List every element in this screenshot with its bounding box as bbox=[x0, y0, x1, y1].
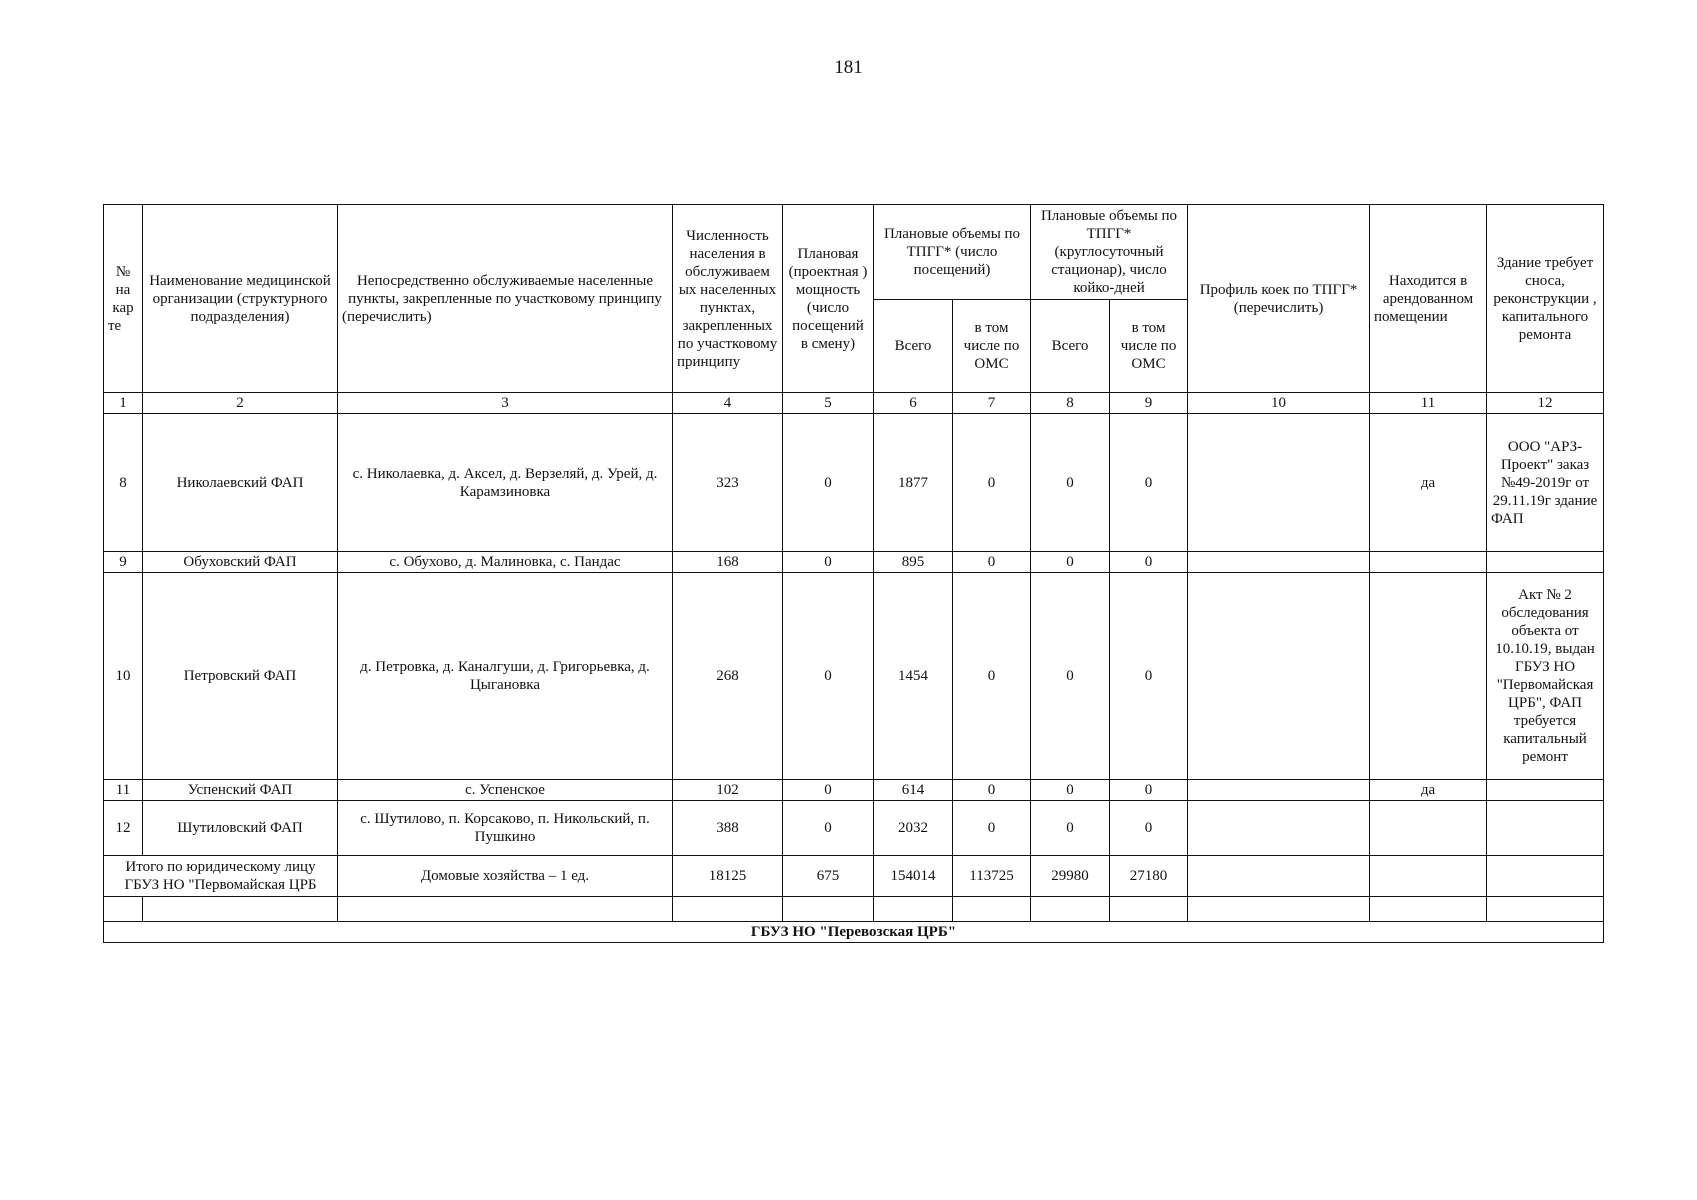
blank-cell bbox=[1370, 897, 1487, 922]
header-planned-bed-days: Плановые объемы по ТПГГ* (круглосуточный стационар), число койко-дней bbox=[1031, 205, 1188, 300]
beddays-oms: 0 bbox=[1110, 801, 1188, 856]
visits-total: 1454 bbox=[874, 573, 953, 780]
total-row bbox=[104, 856, 1604, 897]
beddays-total: 0 bbox=[1031, 552, 1110, 573]
rented-premises bbox=[1370, 552, 1487, 573]
header-rented-premises: Находится в арендованном помещении bbox=[1370, 205, 1487, 393]
building-repair bbox=[1487, 552, 1604, 573]
visits-oms: 0 bbox=[953, 801, 1031, 856]
blank-cell bbox=[1110, 897, 1188, 922]
map-number: 8 bbox=[104, 414, 143, 552]
header-map-number: № на кар те bbox=[104, 205, 143, 393]
column-number: 4 bbox=[673, 393, 783, 414]
table-row bbox=[104, 801, 1604, 856]
blank-cell bbox=[338, 897, 673, 922]
served-settlements: с. Шутилово, п. Корсаково, п. Никольский, п. Пушкино bbox=[338, 801, 673, 856]
beddays-total: 0 bbox=[1031, 414, 1110, 552]
column-number: 10 bbox=[1188, 393, 1370, 414]
planned-capacity: 0 bbox=[783, 552, 874, 573]
beddays-oms: 0 bbox=[1110, 552, 1188, 573]
header-visits-oms: в том числе по ОМС bbox=[953, 300, 1031, 393]
blank-cell bbox=[143, 897, 338, 922]
blank-cell bbox=[874, 897, 953, 922]
total-settlements: Домовые хозяйства – 1 ед. bbox=[338, 856, 673, 897]
column-number: 11 bbox=[1370, 393, 1487, 414]
bed-profile bbox=[1188, 414, 1370, 552]
column-number-row bbox=[104, 393, 1604, 414]
column-number: 6 bbox=[874, 393, 953, 414]
table-row bbox=[104, 552, 1604, 573]
rented-premises: да bbox=[1370, 414, 1487, 552]
table-row bbox=[104, 414, 1604, 552]
column-number: 3 bbox=[338, 393, 673, 414]
next-section-heading: ГБУЗ НО "Перевозская ЦРБ" bbox=[104, 922, 1604, 943]
header-planned-visits: Плановые объемы по ТПГГ* (число посещений) bbox=[874, 205, 1031, 300]
page-number: 181 bbox=[834, 57, 863, 78]
beddays-total: 0 bbox=[1031, 801, 1110, 856]
visits-total: 2032 bbox=[874, 801, 953, 856]
blank-cell bbox=[1031, 897, 1110, 922]
column-number: 8 bbox=[1031, 393, 1110, 414]
population: 168 bbox=[673, 552, 783, 573]
total-beddays-oms: 27180 bbox=[1110, 856, 1188, 897]
section-heading-row bbox=[104, 922, 1604, 943]
rented-premises bbox=[1370, 801, 1487, 856]
building-repair: ООО "АРЗ-Проект" заказ №49-2019г от 29.11.19г здание ФАП bbox=[1487, 414, 1604, 552]
column-number: 9 bbox=[1110, 393, 1188, 414]
visits-total: 1877 bbox=[874, 414, 953, 552]
bed-profile bbox=[1188, 780, 1370, 801]
planned-capacity: 0 bbox=[783, 780, 874, 801]
blank-cell bbox=[1487, 897, 1604, 922]
column-number: 2 bbox=[143, 393, 338, 414]
facility-name: Шутиловский ФАП bbox=[143, 801, 338, 856]
blank-cell bbox=[783, 897, 874, 922]
bed-profile bbox=[1188, 552, 1370, 573]
total-label: Итого по юридическому лицу ГБУЗ НО "Первомайская ЦРБ bbox=[104, 856, 338, 897]
visits-oms: 0 bbox=[953, 780, 1031, 801]
blank-cell bbox=[953, 897, 1031, 922]
header-organization-name: Наименование медицинской организации (структурного подразделения) bbox=[143, 205, 338, 393]
planned-capacity: 0 bbox=[783, 414, 874, 552]
blank-cell bbox=[104, 897, 143, 922]
map-number: 10 bbox=[104, 573, 143, 780]
column-number: 7 bbox=[953, 393, 1031, 414]
beddays-oms: 0 bbox=[1110, 573, 1188, 780]
visits-total: 614 bbox=[874, 780, 953, 801]
total-repair bbox=[1487, 856, 1604, 897]
header-beddays-total: Всего bbox=[1031, 300, 1110, 393]
population: 323 bbox=[673, 414, 783, 552]
header-population: Численность населения в обслуживаем ых населенных пунктах, закрепленных по участковому принципу bbox=[673, 205, 783, 393]
served-settlements: д. Петровка, д. Каналгуши, д. Григорьевка, д. Цыгановка bbox=[338, 573, 673, 780]
blank-cell bbox=[673, 897, 783, 922]
map-number: 9 bbox=[104, 552, 143, 573]
header-visits-total: Всего bbox=[874, 300, 953, 393]
population: 268 bbox=[673, 573, 783, 780]
bed-profile bbox=[1188, 801, 1370, 856]
visits-total: 895 bbox=[874, 552, 953, 573]
map-number: 11 bbox=[104, 780, 143, 801]
bed-profile bbox=[1188, 573, 1370, 780]
beddays-total: 0 bbox=[1031, 780, 1110, 801]
header-beddays-oms: в том числе по ОМС bbox=[1110, 300, 1188, 393]
total-bed-profile bbox=[1188, 856, 1370, 897]
planned-capacity: 0 bbox=[783, 573, 874, 780]
total-visits: 154014 bbox=[874, 856, 953, 897]
population: 102 bbox=[673, 780, 783, 801]
header-bed-profile: Профиль коек по ТПГГ* (перечислить) bbox=[1188, 205, 1370, 393]
beddays-oms: 0 bbox=[1110, 414, 1188, 552]
visits-oms: 0 bbox=[953, 573, 1031, 780]
visits-oms: 0 bbox=[953, 414, 1031, 552]
rented-premises bbox=[1370, 573, 1487, 780]
building-repair bbox=[1487, 801, 1604, 856]
facilities-table bbox=[103, 204, 1604, 943]
column-number: 5 bbox=[783, 393, 874, 414]
header-planned-capacity: Плановая (проектная ) мощность (число посещений в смену) bbox=[783, 205, 874, 393]
header-building-repair: Здание требует сноса, реконструкции , капитального ремонта bbox=[1487, 205, 1604, 393]
total-visits-oms: 113725 bbox=[953, 856, 1031, 897]
total-rented bbox=[1370, 856, 1487, 897]
served-settlements: с. Николаевка, д. Аксел, д. Верзеляй, д. Урей, д. Карамзиновка bbox=[338, 414, 673, 552]
blank-cell bbox=[1188, 897, 1370, 922]
table-row bbox=[104, 573, 1604, 780]
header-row bbox=[104, 205, 1604, 300]
blank-row bbox=[104, 897, 1604, 922]
planned-capacity: 0 bbox=[783, 801, 874, 856]
total-beddays: 29980 bbox=[1031, 856, 1110, 897]
table-row bbox=[104, 780, 1604, 801]
population: 388 bbox=[673, 801, 783, 856]
rented-premises: да bbox=[1370, 780, 1487, 801]
facility-name: Петровский ФАП bbox=[143, 573, 338, 780]
building-repair: Акт № 2 обследования объекта от 10.10.19, выдан ГБУЗ НО "Первомайская ЦРБ", ФАП требуется капитальный ремонт bbox=[1487, 573, 1604, 780]
facility-name: Обуховский ФАП bbox=[143, 552, 338, 573]
beddays-total: 0 bbox=[1031, 573, 1110, 780]
building-repair bbox=[1487, 780, 1604, 801]
total-population: 18125 bbox=[673, 856, 783, 897]
column-number: 1 bbox=[104, 393, 143, 414]
map-number: 12 bbox=[104, 801, 143, 856]
total-capacity: 675 bbox=[783, 856, 874, 897]
served-settlements: с. Успенское bbox=[338, 780, 673, 801]
facility-name: Успенский ФАП bbox=[143, 780, 338, 801]
beddays-oms: 0 bbox=[1110, 780, 1188, 801]
served-settlements: с. Обухово, д. Малиновка, с. Пандас bbox=[338, 552, 673, 573]
column-number: 12 bbox=[1487, 393, 1604, 414]
facility-name: Николаевский ФАП bbox=[143, 414, 338, 552]
visits-oms: 0 bbox=[953, 552, 1031, 573]
header-settlements: Непосредственно обслуживаемые населенные пункты, закрепленные по участковому принципу (перечислить) bbox=[338, 205, 673, 393]
